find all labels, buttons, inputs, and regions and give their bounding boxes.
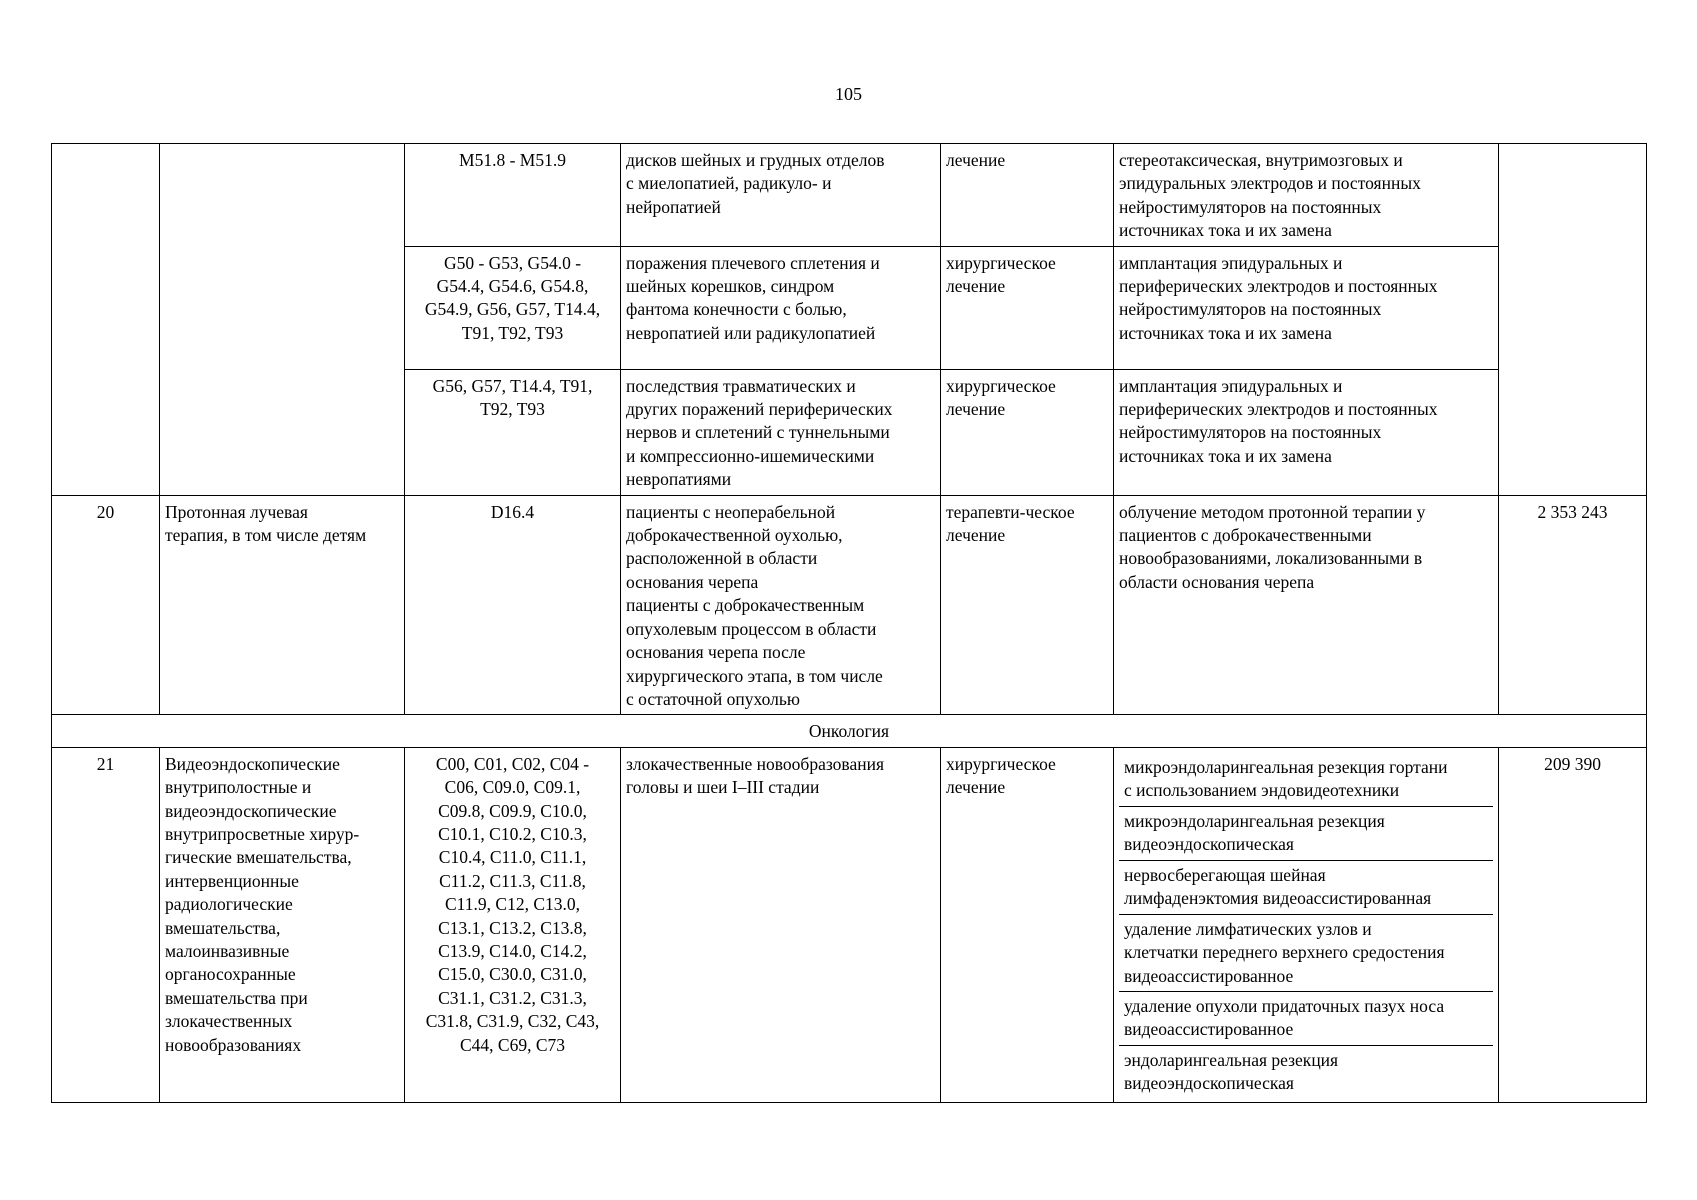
icd-codes-cell: C00, C01, C02, C04 - C06, C09.0, C09.1, C09.8, C09.9, C10.0, C10.1, C10.2, C10.3, C10.4, C11.0, C11.1, C11.2, C11.3, C11.8, C11.9, C12, C13.0, C13.1, C13.2, C13.8, C13.9, C14.0, C14.2, C15.0, C30.0, C31.0, C31.1, C31.2, C31.3, C31.8, C31.9, C32, C43, C44, C69, C73 [405,747,621,1102]
name-cell: Видеоэндоскопические внутриполостные и видеоэндоскопические внутрипросветные хирур- гические вмешательства, интервенционные радиологические вмешательства, малоинвазивные органосохранные вмешательства при злокачественных новообразованиях [160,747,405,1102]
table-row [52,144,1647,247]
icd-codes-cell: D16.4 [405,495,621,715]
treatment-method-cell: имплантация эпидуральных и периферических электродов и постоянных нейростимуляторов на постоянных источниках тока и их замена [1114,369,1499,495]
treatment-method-item: микроэндоларингеальная резекция видеоэндоскопическая [1119,807,1493,861]
cost-cell [1499,144,1647,496]
patient-model-cell: поражения плечевого сплетения и шейных корешков, синдром фантома конечности с болью, невропатией или радикулопатией [621,246,941,369]
table-row [52,747,1647,1102]
cost-cell: 2 353 243 [1499,495,1647,715]
icd-codes-cell: G56, G57, T14.4, T91, T92, T93 [405,369,621,495]
treatment-method-cell: имплантация эпидуральных и периферических электродов и постоянных нейростимуляторов на постоянных источниках тока и их замена [1114,246,1499,369]
patient-model-cell: последствия травматических и других поражений периферических нервов и сплетений с туннельными и компрессионно-ишемическими невропатиями [621,369,941,495]
treatment-method-item: эндоларингеальная резекция видеоэндоскопическая [1124,1049,1339,1094]
treatment-type-cell: лечение [941,144,1114,247]
treatment-type-cell: терапевти-ческое лечение [941,495,1114,715]
section-row [52,715,1647,747]
icd-codes-cell: M51.8 - M51.9 [405,144,621,247]
treatment-method-cell: облучение методом протонной терапии у пациентов с доброкачественными новообразованиями, локализованными в области основания черепа [1114,495,1499,715]
section-heading: Онкология [52,715,1647,747]
icd-codes-cell: G50 - G53, G54.0 - G54.4, G54.6, G54.8, G54.9, G56, G57, T14.4, T91, T92, T93 [405,246,621,369]
treatment-type-cell: хирургическое лечение [941,747,1114,1102]
number-cell [52,144,160,496]
treatment-method-item: удаление лимфатических узлов и клетчатки переднего верхнего средостения видеоассистированное [1119,915,1493,992]
name-cell [160,144,405,496]
treatment-method-item: микроэндоларингеальная резекция гортани с использованием эндовидеотехники [1119,753,1493,807]
patient-model-cell: пациенты с неоперабельной доброкачественной оухолью, расположенной в области основания черепа пациенты с доброкачественным опухолевым процессом в области основания черепа после хирургического этапа, в том числе с остаточной опухолью [621,495,941,715]
number-cell: 21 [52,747,160,1102]
treatment-type-cell: хирургическое лечение [941,369,1114,495]
medical-care-table [51,143,1647,1103]
cost-cell: 209 390 [1499,747,1647,1102]
treatment-method-item: нервосберегающая шейная лимфаденэктомия видеоассистированная [1119,861,1493,915]
treatment-method-cell [1114,747,1499,1102]
patient-model-cell: дисков шейных и грудных отделов с миелопатией, радикуло- и нейропатией [621,144,941,247]
treatment-type-cell: хирургическое лечение [941,246,1114,369]
number-cell: 20 [52,495,160,715]
name-cell: Протонная лучевая терапия, в том числе детям [160,495,405,715]
patient-model-cell: злокачественные новообразования головы и шеи I–III стадии [621,747,941,1102]
treatment-method-item: удаление опухоли придаточных пазух носа видеоассистированное [1119,992,1493,1046]
page-number: 105 [835,84,862,104]
treatment-method-cell: стереотаксическая, внутримозговых и эпидуральных электродов и постоянных нейростимуляторов на постоянных источниках тока и их замена [1114,144,1499,247]
table-row [52,495,1647,715]
